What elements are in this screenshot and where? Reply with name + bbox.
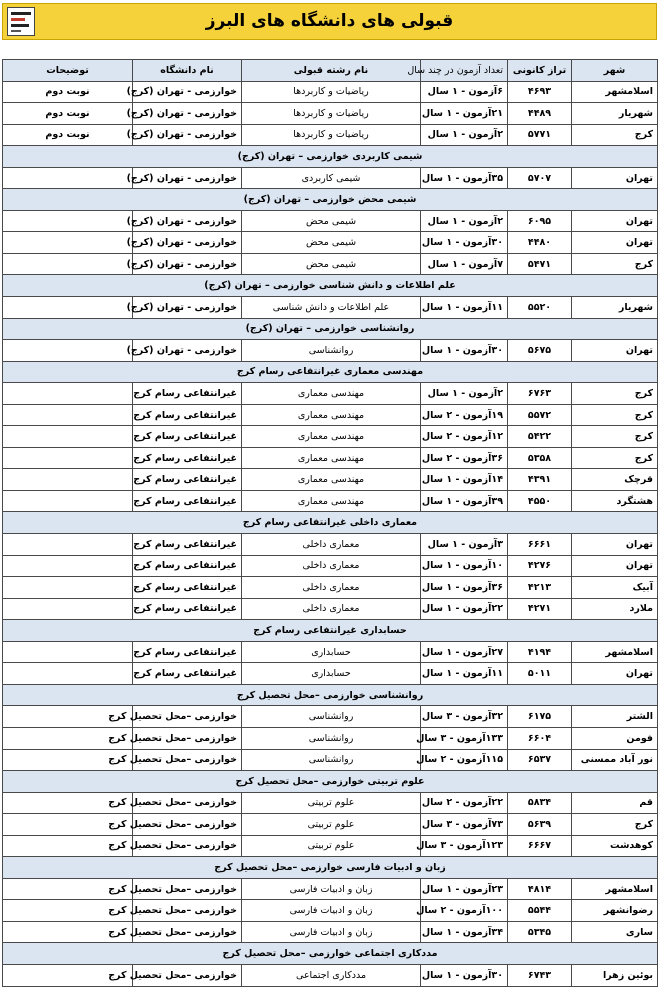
cell-city: اسلامشهر	[572, 81, 658, 103]
table-header-row	[3, 60, 658, 82]
table-row	[3, 641, 658, 663]
table-row	[3, 81, 658, 103]
cell-major: حسابداری	[242, 663, 421, 685]
table-row	[3, 663, 658, 685]
section-header-row	[3, 146, 658, 168]
cell-city: قرچک	[572, 469, 658, 491]
cell-score: ۴۲۱۳	[508, 577, 572, 599]
cell-city: قم	[572, 792, 658, 814]
cell-tests: ۱۲آزمون - ۲ سال	[421, 426, 508, 448]
cell-university: غیرانتفاعی رسام کرج	[133, 447, 242, 469]
cell-university: خوارزمی - تهران (کرج)	[133, 210, 242, 232]
cell-major: ریاضیات و کاربردها	[242, 124, 421, 146]
cell-major: روانشناسی	[242, 727, 421, 749]
table-row	[3, 340, 658, 362]
cell-city: ملارد	[572, 598, 658, 620]
table-row	[3, 835, 658, 857]
cell-tests: ۱۹آزمون - ۲ سال	[421, 404, 508, 426]
section-title: علوم تربیتی خوارزمی –محل تحصیل کرج	[3, 771, 658, 793]
cell-city: تهران	[572, 555, 658, 577]
cell-major: علوم تربیتی	[242, 835, 421, 857]
cell-city: تهران	[572, 232, 658, 254]
table-row	[3, 921, 658, 943]
cell-notes: نوبت دوم	[3, 103, 133, 125]
cell-notes: نوبت دوم	[3, 81, 133, 103]
cell-city: تهران	[572, 340, 658, 362]
cell-notes	[3, 555, 133, 577]
cell-university: غیرانتفاعی رسام کرج	[133, 383, 242, 405]
section-title: مهندسی معماری غیرانتفاعی رسام کرج	[3, 361, 658, 383]
cell-tests: ۱۰۰آزمون - ۲ سال	[421, 900, 508, 922]
cell-major: زبان و ادبیات فارسی	[242, 900, 421, 922]
cell-city: کرج	[572, 253, 658, 275]
section-header-row	[3, 361, 658, 383]
cell-score: ۵۵۲۰	[508, 297, 572, 319]
cell-score: ۴۸۱۴	[508, 878, 572, 900]
section-header-row	[3, 771, 658, 793]
cell-city: تهران	[572, 663, 658, 685]
cell-university: غیرانتفاعی رسام کرج	[133, 641, 242, 663]
table-row	[3, 253, 658, 275]
cell-notes	[3, 426, 133, 448]
cell-notes	[3, 641, 133, 663]
cell-tests: ۱۲۳آزمون - ۳ سال	[421, 835, 508, 857]
cell-university: غیرانتفاعی رسام کرج	[133, 534, 242, 556]
cell-major: مددکاری اجتماعی	[242, 964, 421, 986]
section-header-row	[3, 857, 658, 879]
cell-city: تهران	[572, 167, 658, 189]
table-row	[3, 426, 658, 448]
cell-notes: نوبت دوم	[3, 124, 133, 146]
cell-score: ۴۵۵۰	[508, 490, 572, 512]
cell-notes	[3, 232, 133, 254]
cell-score: ۵۷۰۷	[508, 167, 572, 189]
cell-university: خوارزمی –محل تحصیل کرج	[133, 878, 242, 900]
header-tests: تعداد آزمون در چند سال	[421, 60, 508, 82]
cell-city: رضوانشهر	[572, 900, 658, 922]
cell-tests: ۶آزمون - ۱ سال	[421, 81, 508, 103]
table-row	[3, 490, 658, 512]
cell-major: روانشناسی	[242, 706, 421, 728]
cell-tests: ۳۵آزمون - ۱ سال	[421, 167, 508, 189]
section-header-row	[3, 620, 658, 642]
cell-major: مهندسی معماری	[242, 404, 421, 426]
cell-major: زبان و ادبیات فارسی	[242, 878, 421, 900]
cell-university: خوارزمی - تهران (کرج)	[133, 297, 242, 319]
cell-city: اسلامشهر	[572, 878, 658, 900]
cell-city: کوهدشت	[572, 835, 658, 857]
cell-notes	[3, 663, 133, 685]
cell-score: ۴۲۷۶	[508, 555, 572, 577]
cell-tests: ۲آزمون - ۱ سال	[421, 124, 508, 146]
cell-tests: ۲آزمون - ۱ سال	[421, 210, 508, 232]
cell-tests: ۳۲آزمون - ۳ سال	[421, 706, 508, 728]
cell-score: ۶۱۷۵	[508, 706, 572, 728]
cell-tests: ۲۲آزمون - ۲ سال	[421, 792, 508, 814]
table-row	[3, 383, 658, 405]
section-title: زبان و ادبیات فارسی خوارزمی –محل تحصیل کرج	[3, 857, 658, 879]
page-title: قبولی های دانشگاه های البرز	[205, 11, 454, 31]
cell-score: ۶۶۰۴	[508, 727, 572, 749]
cell-university: غیرانتفاعی رسام کرج	[133, 490, 242, 512]
cell-city: تهران	[572, 210, 658, 232]
cell-major: شیمی محض	[242, 210, 421, 232]
cell-major: ریاضیات و کاربردها	[242, 103, 421, 125]
cell-tests: ۳آزمون - ۱ سال	[421, 534, 508, 556]
table-row	[3, 727, 658, 749]
cell-tests: ۱۱آزمون - ۱ سال	[421, 663, 508, 685]
section-title: روانشناسی خوارزمی – تهران (کرج)	[3, 318, 658, 340]
table-row	[3, 555, 658, 577]
cell-city: کرج	[572, 404, 658, 426]
cell-university: غیرانتفاعی رسام کرج	[133, 469, 242, 491]
results-table	[2, 59, 658, 987]
table-row	[3, 297, 658, 319]
cell-tests: ۳۰آزمون - ۱ سال	[421, 340, 508, 362]
cell-score: ۵۵۷۲	[508, 404, 572, 426]
cell-major: روانشناسی	[242, 749, 421, 771]
cell-city: کرج	[572, 447, 658, 469]
cell-major: مهندسی معماری	[242, 469, 421, 491]
cell-score: ۶۷۴۳	[508, 964, 572, 986]
table-row	[3, 814, 658, 836]
section-header-row	[3, 275, 658, 297]
cell-city: شهریار	[572, 103, 658, 125]
cell-major: علوم تربیتی	[242, 814, 421, 836]
section-title: شیمی کاربردی خوارزمی – تهران (کرج)	[3, 146, 658, 168]
cell-city: الشتر	[572, 706, 658, 728]
cell-score: ۵۶۳۹	[508, 814, 572, 836]
cell-major: روانشناسی	[242, 340, 421, 362]
cell-city: بوئین زهرا	[572, 964, 658, 986]
cell-notes	[3, 534, 133, 556]
table-row	[3, 167, 658, 189]
table-row	[3, 598, 658, 620]
cell-notes	[3, 598, 133, 620]
table-row	[3, 878, 658, 900]
cell-tests: ۳۶آزمون - ۲ سال	[421, 447, 508, 469]
title-banner	[2, 3, 657, 40]
cell-university: غیرانتفاعی رسام کرج	[133, 598, 242, 620]
cell-city: نور آباد ممسنی	[572, 749, 658, 771]
cell-city: تهران	[572, 534, 658, 556]
header-major: نام رشته قبولی	[242, 60, 421, 82]
cell-university: خوارزمی - تهران (کرج)	[133, 81, 242, 103]
section-title: حسابداری غیرانتفاعی رسام کرج	[3, 620, 658, 642]
cell-university: خوارزمی - تهران (کرج)	[133, 167, 242, 189]
cell-city: اسلامشهر	[572, 641, 658, 663]
cell-tests: ۲آزمون - ۱ سال	[421, 383, 508, 405]
cell-city: کرج	[572, 383, 658, 405]
header-score: تراز کانونی	[508, 60, 572, 82]
cell-score: ۵۳۵۸	[508, 447, 572, 469]
cell-tests: ۷۳آزمون - ۳ سال	[421, 814, 508, 836]
cell-major: مهندسی معماری	[242, 447, 421, 469]
cell-score: ۶۰۹۵	[508, 210, 572, 232]
cell-university: خوارزمی –محل تحصیل کرج	[133, 727, 242, 749]
cell-major: زبان و ادبیات فارسی	[242, 921, 421, 943]
cell-university: غیرانتفاعی رسام کرج	[133, 555, 242, 577]
table-row	[3, 124, 658, 146]
cell-score: ۶۷۶۳	[508, 383, 572, 405]
cell-score: ۶۶۶۷	[508, 835, 572, 857]
cell-major: علم اطلاعات و دانش شناسی	[242, 297, 421, 319]
cell-major: ریاضیات و کاربردها	[242, 81, 421, 103]
section-header-row	[3, 318, 658, 340]
cell-tests: ۲۱آزمون - ۱ سال	[421, 103, 508, 125]
table-row	[3, 469, 658, 491]
table-row	[3, 792, 658, 814]
cell-notes	[3, 469, 133, 491]
cell-score: ۴۲۷۱	[508, 598, 572, 620]
cell-notes	[3, 490, 133, 512]
cell-university: غیرانتفاعی رسام کرج	[133, 404, 242, 426]
cell-score: ۵۴۲۲	[508, 426, 572, 448]
table-row	[3, 900, 658, 922]
cell-notes	[3, 447, 133, 469]
section-title: شیمی محض خوارزمی – تهران (کرج)	[3, 189, 658, 211]
cell-university: خوارزمی –محل تحصیل کرج	[133, 792, 242, 814]
cell-university: خوارزمی –محل تحصیل کرج	[133, 921, 242, 943]
cell-major: معماری داخلی	[242, 598, 421, 620]
cell-tests: ۳۹آزمون - ۱ سال	[421, 490, 508, 512]
cell-notes	[3, 253, 133, 275]
table-row	[3, 577, 658, 599]
section-title: مددکاری اجتماعی خوارزمی –محل تحصیل کرج	[3, 943, 658, 965]
table-row	[3, 103, 658, 125]
cell-university: خوارزمی - تهران (کرج)	[133, 103, 242, 125]
cell-score: ۴۴۸۰	[508, 232, 572, 254]
cell-major: حسابداری	[242, 641, 421, 663]
cell-notes	[3, 167, 133, 189]
cell-university: خوارزمی - تهران (کرج)	[133, 340, 242, 362]
cell-tests: ۳۰آزمون - ۱ سال	[421, 232, 508, 254]
section-header-row	[3, 512, 658, 534]
cell-university: خوارزمی - تهران (کرج)	[133, 232, 242, 254]
cell-score: ۶۶۶۱	[508, 534, 572, 556]
cell-university: خوارزمی –محل تحصیل کرج	[133, 749, 242, 771]
cell-city: هشتگرد	[572, 490, 658, 512]
cell-tests: ۱۱۵آزمون - ۲ سال	[421, 749, 508, 771]
cell-major: شیمی کاربردی	[242, 167, 421, 189]
cell-major: علوم تربیتی	[242, 792, 421, 814]
cell-score: ۴۴۸۹	[508, 103, 572, 125]
table-row	[3, 706, 658, 728]
header-university: نام دانشگاه	[133, 60, 242, 82]
table-row	[3, 749, 658, 771]
cell-city: ساری	[572, 921, 658, 943]
cell-tests: ۳۶آزمون - ۱ سال	[421, 577, 508, 599]
table-row	[3, 210, 658, 232]
cell-city: کرج	[572, 124, 658, 146]
cell-notes	[3, 404, 133, 426]
header-notes: توضیحات	[3, 60, 133, 82]
section-header-row	[3, 684, 658, 706]
cell-score: ۵۵۴۴	[508, 900, 572, 922]
cell-university: خوارزمی –محل تحصیل کرج	[133, 900, 242, 922]
cell-tests: ۳۰آزمون - ۱ سال	[421, 964, 508, 986]
table-row	[3, 964, 658, 986]
cell-city: کرج	[572, 426, 658, 448]
cell-university: غیرانتفاعی رسام کرج	[133, 663, 242, 685]
cell-major: مهندسی معماری	[242, 490, 421, 512]
cell-score: ۴۶۹۳	[508, 81, 572, 103]
cell-major: شیمی محض	[242, 232, 421, 254]
cell-university: غیرانتفاعی رسام کرج	[133, 426, 242, 448]
cell-tests: ۱۱آزمون - ۱ سال	[421, 297, 508, 319]
cell-university: خوارزمی –محل تحصیل کرج	[133, 835, 242, 857]
cell-tests: ۲۲آزمون - ۱ سال	[421, 598, 508, 620]
cell-tests: ۱۰آزمون - ۱ سال	[421, 555, 508, 577]
cell-university: خوارزمی –محل تحصیل کرج	[133, 706, 242, 728]
cell-score: ۵۴۷۱	[508, 253, 572, 275]
cell-city: کرج	[572, 814, 658, 836]
cell-score: ۵۰۱۱	[508, 663, 572, 685]
cell-notes	[3, 210, 133, 232]
section-title: علم اطلاعات و دانش شناسی خوارزمی – تهران (کرج)	[3, 275, 658, 297]
header-city: شهر	[572, 60, 658, 82]
cell-notes	[3, 297, 133, 319]
cell-score: ۶۵۳۷	[508, 749, 572, 771]
cell-score: ۴۱۹۴	[508, 641, 572, 663]
cell-university: خوارزمی –محل تحصیل کرج	[133, 814, 242, 836]
cell-major: معماری داخلی	[242, 555, 421, 577]
cell-notes	[3, 383, 133, 405]
cell-notes	[3, 577, 133, 599]
cell-score: ۵۳۴۵	[508, 921, 572, 943]
section-title: معماری داخلی غیرانتفاعی رسام کرج	[3, 512, 658, 534]
cell-major: مهندسی معماری	[242, 383, 421, 405]
section-header-row	[3, 189, 658, 211]
cell-major: معماری داخلی	[242, 534, 421, 556]
cell-tests: ۲۳آزمون - ۱ سال	[421, 878, 508, 900]
cell-score: ۴۳۹۱	[508, 469, 572, 491]
table-row	[3, 534, 658, 556]
cell-major: مهندسی معماری	[242, 426, 421, 448]
cell-city: آبیک	[572, 577, 658, 599]
cell-university: غیرانتفاعی رسام کرج	[133, 577, 242, 599]
table-row	[3, 404, 658, 426]
cell-tests: ۱۳۳آزمون - ۳ سال	[421, 727, 508, 749]
table-row	[3, 447, 658, 469]
section-header-row	[3, 943, 658, 965]
cell-major: شیمی محض	[242, 253, 421, 275]
cell-tests: ۷آزمون - ۱ سال	[421, 253, 508, 275]
cell-notes	[3, 340, 133, 362]
cell-tests: ۲۷آزمون - ۱ سال	[421, 641, 508, 663]
table-row	[3, 232, 658, 254]
cell-score: ۵۷۷۱	[508, 124, 572, 146]
cell-university: خوارزمی - تهران (کرج)	[133, 253, 242, 275]
cell-university: خوارزمی –محل تحصیل کرج	[133, 964, 242, 986]
cell-university: خوارزمی - تهران (کرج)	[133, 124, 242, 146]
cell-major: معماری داخلی	[242, 577, 421, 599]
section-title: روانشناسی خوارزمی –محل تحصیل کرج	[3, 684, 658, 706]
cell-tests: ۳۴آزمون - ۱ سال	[421, 921, 508, 943]
cell-score: ۵۶۷۵	[508, 340, 572, 362]
cell-city: فومن	[572, 727, 658, 749]
cell-city: شهریار	[572, 297, 658, 319]
cell-score: ۵۸۳۴	[508, 792, 572, 814]
cell-tests: ۱۴آزمون - ۱ سال	[421, 469, 508, 491]
